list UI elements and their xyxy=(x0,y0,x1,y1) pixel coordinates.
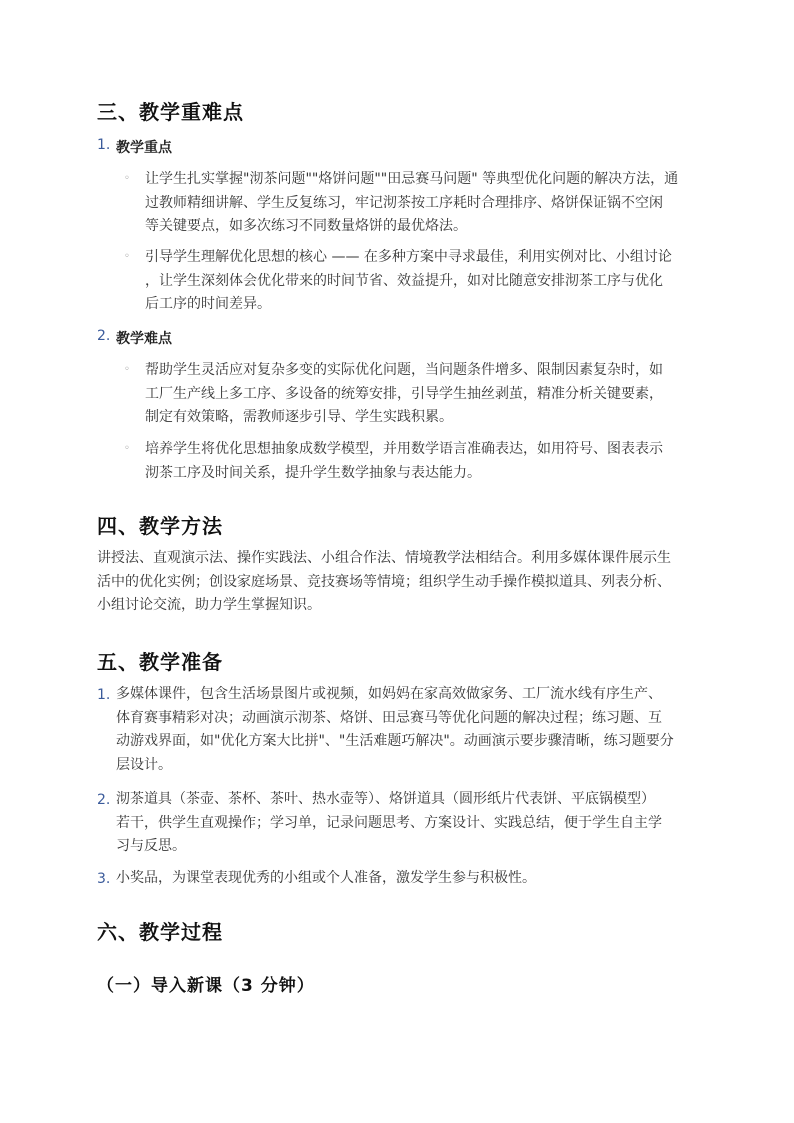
bullet-icon: ◦ xyxy=(124,364,130,375)
bullet-text: 让学生扎实掌握"沏茶问题""烙饼问题""田忌赛马问题" 等典型优化问题的解决方法，通 过教师精细讲解、学生反复练习，牢记沏茶按工序耗时合理排序、烙饼保证锅不空闲 等关键要点，如多次练习不同数量烙饼的最优烙法。 xyxy=(145,171,679,234)
methods-paragraph: 讲授法、直观演示法、操作实践法、小组合作法、情境教学法相结合。利用多媒体课件展示生 活中的优化实例；创设家庭场景、竞技赛场等情境；组织学生动手操作模拟道具、列表分析、 小组讨论交流，助力学生掌握知识。 xyxy=(97,550,671,613)
bullet-icon: ◦ xyxy=(124,443,130,454)
section-heading-key-points: 三、教学重难点 xyxy=(97,100,244,124)
list-number: 2. xyxy=(97,328,111,344)
bullet-icon: ◦ xyxy=(124,251,130,262)
list-item-text: 小奖品，为课堂表现优秀的小组或个人准备，激发学生参与积极性。 xyxy=(116,870,536,886)
subsection-heading-intro: （一）导入新课（3 分钟） xyxy=(97,976,315,996)
bullet-text: 引导学生理解优化思想的核心 —— 在多种方案中寻求最佳，利用实例对比、小组讨论 ，让学生深刻体会优化带来的时间节省、效益提升，如对比随意安排沏茶工序与优化 后工序的时间差异。 xyxy=(145,249,672,312)
list-number: 3. xyxy=(97,871,111,887)
list-number: 2. xyxy=(97,792,111,808)
item-title-key-points: 教学重点 xyxy=(116,140,172,156)
item-title-difficulties: 教学难点 xyxy=(116,331,172,347)
bullet-icon: ◦ xyxy=(124,173,130,184)
section-heading-methods: 四、教学方法 xyxy=(97,514,223,538)
bullet-text: 培养学生将优化思想抽象成数学模型，并用数学语言准确表达，如用符号、图表表示 沏茶工序及时间关系，提升学生数学抽象与表达能力。 xyxy=(145,441,663,481)
list-item-text: 沏茶道具（茶壶、茶杯、茶叶、热水壶等）、烙饼道具（圆形纸片代表饼、平底锅模型） 若干，供学生直观操作；学习单，记录问题思考、方案设计、实践总结，便于学生自主学 习与反思。 xyxy=(116,791,662,854)
list-number: 1. xyxy=(97,137,111,153)
section-heading-process: 六、教学过程 xyxy=(97,920,223,944)
bullet-text: 帮助学生灵活应对复杂多变的实际优化问题，当问题条件增多、限制因素复杂时，如 工厂生产线上多工序、多设备的统筹安排，引导学生抽丝剥茧，精准分析关键要素， 制定有效策略，需教师逐步引导、学生实践积累。 xyxy=(145,362,663,425)
list-number: 1. xyxy=(97,687,111,703)
section-heading-preparation: 五、教学准备 xyxy=(97,650,223,674)
list-item-text: 多媒体课件，包含生活场景图片或视频，如妈妈在家高效做家务、工厂流水线有序生产、 体育赛事精彩对决；动画演示沏茶、烙饼、田忌赛马等优化问题的解决过程；练习题、互 动游戏界面，如"优化方案大比拼"、"生活难题巧解决"。动画演示要步骤清晰，练习题要分 层设计。 xyxy=(116,686,674,773)
